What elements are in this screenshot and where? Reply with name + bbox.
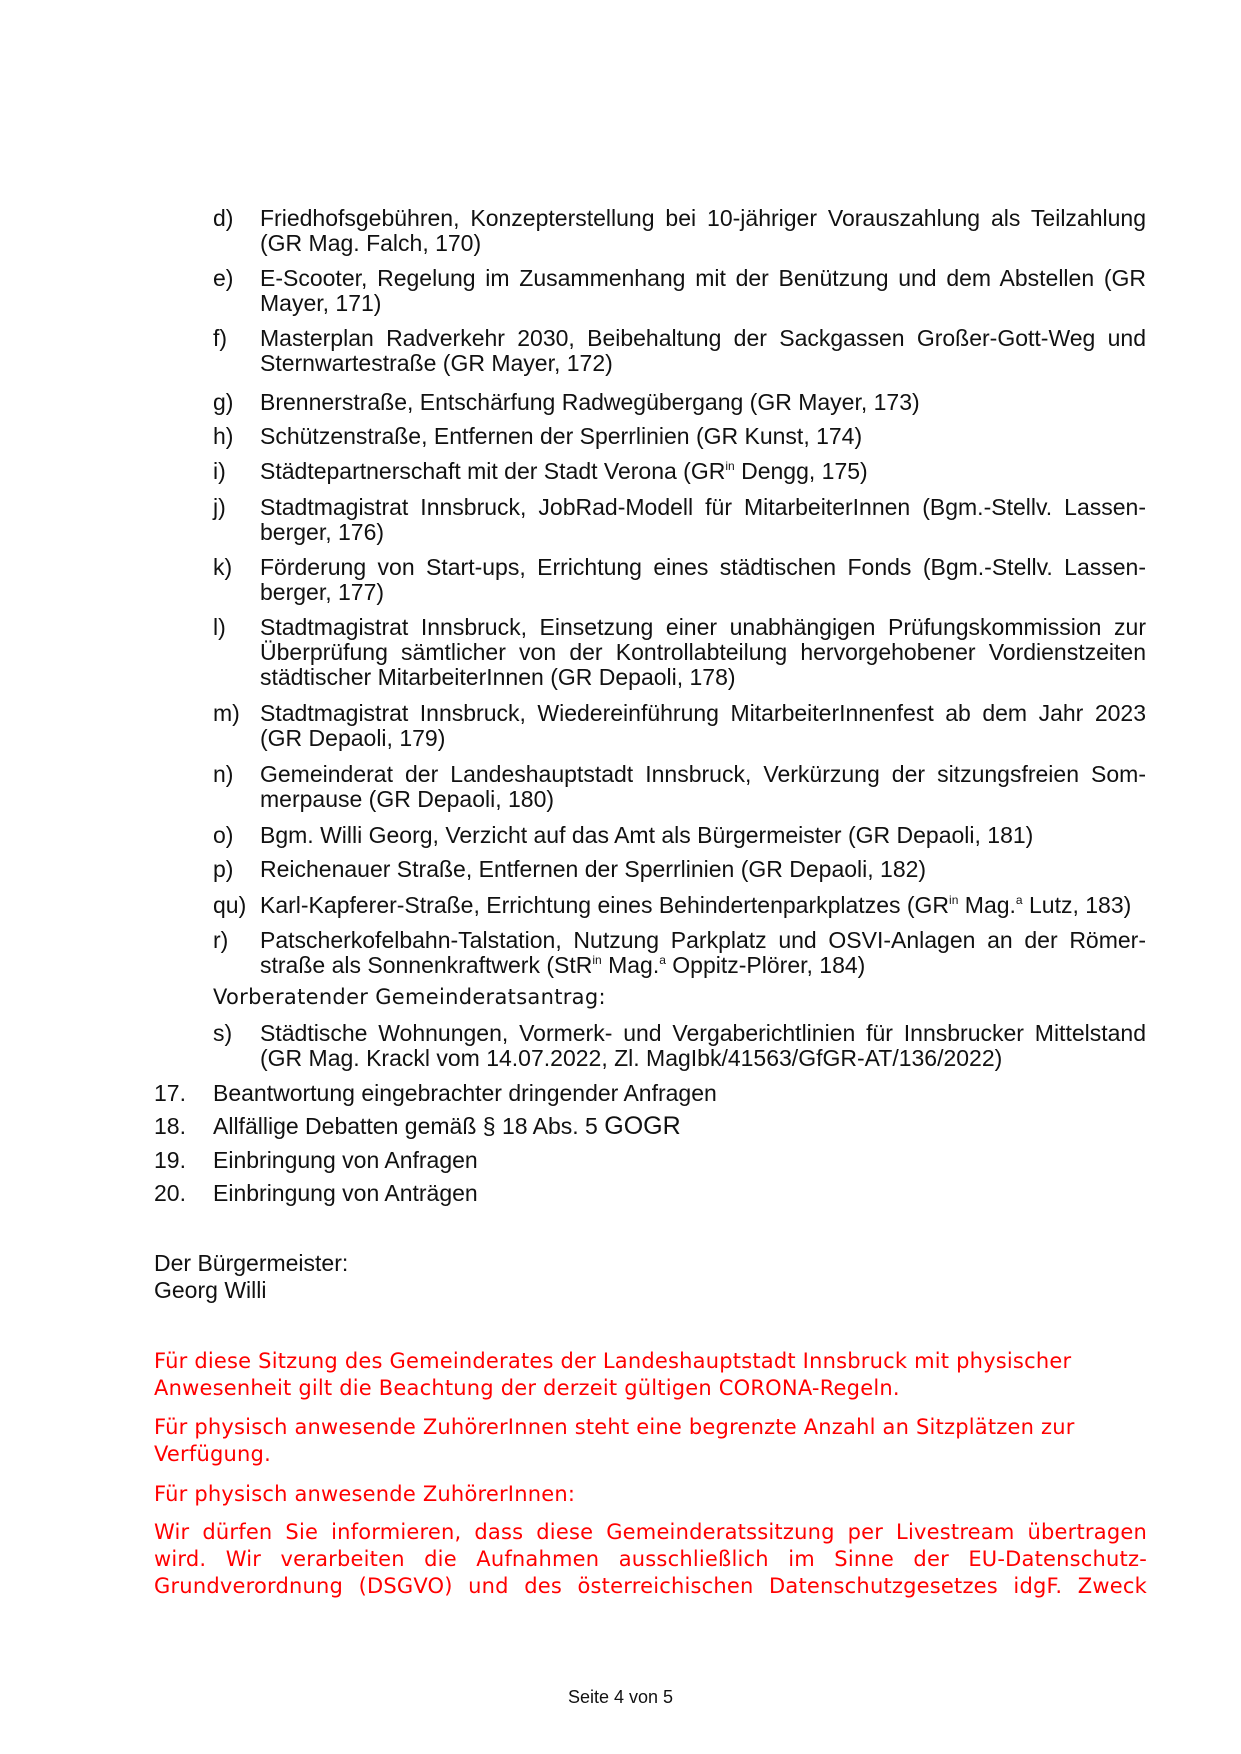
list-item: p) Reichenauer Straße, Entfernen der Sperrlinien (GR Depaoli, 182)	[213, 856, 927, 882]
notice-seating: Für physisch anwesende ZuhörerInnen steht eine begrenzte Anzahl an Sitzplätzen zur Verfügung.	[154, 1415, 1075, 1466]
list-item: n) Gemeinderat der Landeshauptstadt Innsbruck, Verkürzung der sitzungsfreien Som-merpause (GR Depaoli, 180)	[213, 761, 1146, 812]
list-item: j) Stadtmagistrat Innsbruck, JobRad-Modell für MitarbeiterInnen (Bgm.-Stellv. Lassen-berger, 176)	[213, 494, 1146, 545]
list-item: s) Städtische Wohnungen, Vormerk- und Vergaberichtlinien für Innsbrucker Mittelstand (GR Mag. Krackl vom 14.07.2022, Zl. MagIbk/41563/GfGR-AT/136/2022)	[213, 1020, 1146, 1071]
signature-role: Der Bürgermeister:	[154, 1250, 349, 1276]
agenda-item: 20. Einbringung von Anträgen	[154, 1180, 478, 1206]
list-item: m) Stadtmagistrat Innsbruck, Wiedereinführung MitarbeiterInnenfest ab dem Jahr 2023 (GR Depaoli, 179)	[213, 700, 1146, 751]
agenda-item: 17. Beantwortung eingebrachter dringender Anfragen	[154, 1080, 717, 1106]
notice-corona: Für diese Sitzung des Gemeinderates der Landeshauptstadt Innsbruck mit physischer Anwesenheit gilt die Beachtung der derzeit gültigen CORONA-Regeln.	[154, 1349, 1072, 1400]
list-item: r) Patscherkofelbahn-Talstation, Nutzung Parkplatz und OSVI-Anlagen an der Römer-straße als Sonnenkraftwerk (StR$^{in}$ Mag.$^a$ Oppitz-Plörer, 184)	[213, 927, 1146, 978]
notice-listeners-heading: Für physisch anwesende ZuhörerInnen:	[154, 1482, 576, 1506]
list-item: e) E-Scooter, Regelung im Zusammenhang mit der Benützung und dem Abstellen (GR Mayer, 171)	[213, 265, 1146, 316]
signature-name: Georg Willi	[154, 1277, 267, 1303]
list-item: o) Bgm. Willi Georg, Verzicht auf das Amt als Bürgermeister (GR Depaoli, 181)	[213, 822, 1034, 848]
page-footer: Seite 4 von 5	[567, 1687, 674, 1707]
list-item: k) Förderung von Start-ups, Errichtung eines städtischen Fonds (Bgm.-Stellv. Lassen-berger, 177)	[213, 554, 1146, 605]
agenda-item: 19. Einbringung von Anfragen	[154, 1147, 478, 1173]
list-item: f) Masterplan Radverkehr 2030, Beibehaltung der Sackgassen Großer-Gott-Weg und Sternwartestraße (GR Mayer, 172)	[213, 325, 1146, 376]
agenda-item: 18. Allfällige Debatten gemäß § 18 Abs. 5 GOGR	[154, 1112, 681, 1140]
list-item: g) Brennerstraße, Entschärfung Radwegübergang (GR Mayer, 173)	[213, 389, 920, 415]
list-item: d) Friedhofsgebühren, Konzepterstellung bei 10-jähriger Vorauszahlung als Teilzahlung (GR Mag. Falch, 170)	[213, 205, 1146, 256]
preliminary-heading: Vorberatender Gemeinderatsantrag:	[213, 985, 606, 1009]
list-item: l) Stadtmagistrat Innsbruck, Einsetzung einer unabhängigen Prüfungskommission zur Überprüfung sämtlicher von der Kontrollabteilung hervorgehobener Vordienstzeiten städtischer MitarbeiterInnen (GR Depaoli, 178)	[213, 614, 1146, 690]
notice-livestream: Wir dürfen Sie informieren, dass diese Gemeinderatssitzung per Livestream übertragen wird. Wir verarbeiten die Aufnahmen ausschließlich im Sinne der EU-Datenschutz-Grundverordnung (DSGVO) und des österreichischen Datenschutzgesetzes idgF. Zweck	[154, 1520, 1147, 1598]
list-item: qu) Karl-Kapferer-Straße, Errichtung eines Behindertenparkplatzes ($GR^{in}$ Mag.$^a$ Lutz, 183)	[213, 892, 1132, 918]
list-item: i) Städtepartnerschaft mit der Stadt Verona ($GR^{in}$ Dengg, 175)	[213, 458, 868, 484]
list-item: h) Schützenstraße, Entfernen der Sperrlinien (GR Kunst, 174)	[213, 423, 863, 449]
